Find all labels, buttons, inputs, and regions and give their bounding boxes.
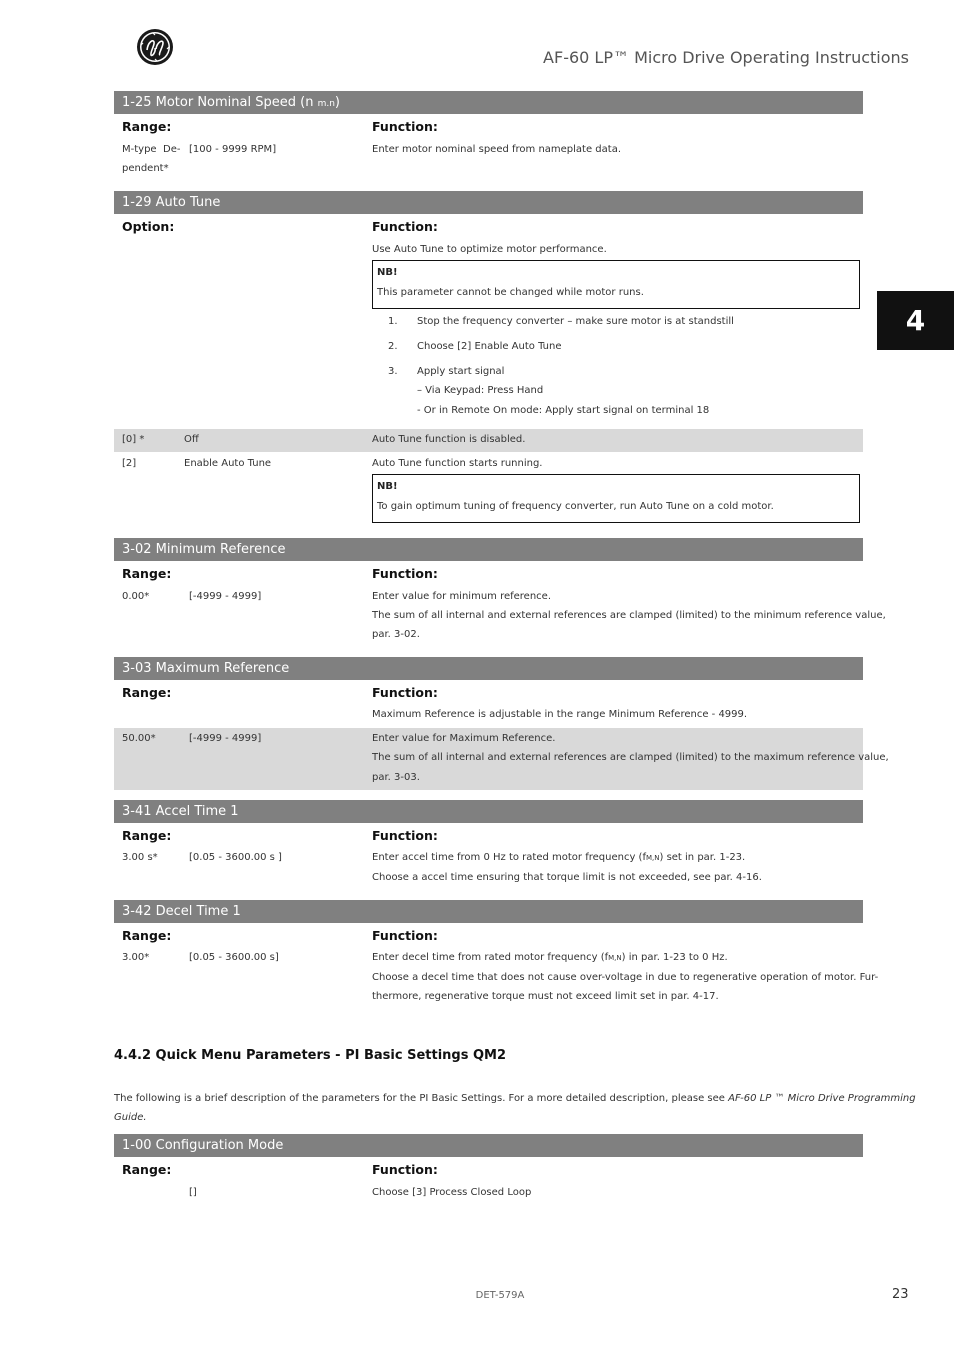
step-text: Apply start signal <box>417 366 505 377</box>
function-text: The sum of all internal and external references are clamped (limited) to the minimum reference value, <box>372 610 886 621</box>
function-label: Function: <box>372 685 438 700</box>
default-value: 3.00* <box>122 952 150 963</box>
range-label: Range: <box>122 828 172 843</box>
function-text: Enter value for Maximum Reference. <box>372 733 556 744</box>
option-name: Off <box>184 434 199 445</box>
param-header-3-03 <box>114 657 863 680</box>
note-body: This parameter cannot be changed while motor runs. <box>377 287 644 298</box>
default-value: De- <box>163 144 181 155</box>
default-value: 0.00* <box>122 591 150 602</box>
function-text-part: Enter decel time from rated motor frequency (f <box>372 952 609 963</box>
function-text <box>372 852 745 863</box>
option-code: [2] <box>122 458 137 469</box>
function-label: Function: <box>372 219 438 234</box>
function-text: Use Auto Tune to optimize motor performance. <box>372 244 607 255</box>
param-title-sub: m.n <box>317 99 335 109</box>
param-title: 3-42 Decel Time 1 <box>122 904 241 919</box>
param-title-end: ) <box>334 95 340 110</box>
step-number: 2. <box>388 341 398 352</box>
option-code: [0] * <box>122 434 145 445</box>
document-code: DET-579A <box>475 1290 525 1301</box>
function-label: Function: <box>372 119 438 134</box>
range-value: [100 - 9999 RPM] <box>189 144 277 155</box>
section-intro-line2: Guide. <box>114 1112 147 1123</box>
range-value: [] <box>189 1187 197 1198</box>
function-text: Maximum Reference is adjustable in the range Minimum Reference - 4999. <box>372 709 748 720</box>
function-text: Choose [3] Process Closed Loop <box>372 1187 532 1198</box>
param-title: 3-03 Maximum Reference <box>122 661 290 676</box>
range-value: [0.05 - 3600.00 s ] <box>189 852 282 863</box>
note-heading: NB! <box>377 267 398 278</box>
option-label: Option: <box>122 219 175 234</box>
range-value: [0.05 - 3600.00 s] <box>189 952 279 963</box>
range-label: Range: <box>122 1162 172 1177</box>
param-title: 1-25 Motor Nominal Speed (n <box>122 95 318 110</box>
function-text: Choose a accel time ensuring that torque limit is not exceeded, see par. 4-16. <box>372 872 762 883</box>
param-header-1-00 <box>114 1134 863 1157</box>
range-label: Range: <box>122 566 172 581</box>
param-title: 3-41 Accel Time 1 <box>122 804 239 819</box>
note-heading: NB! <box>377 481 398 492</box>
param-title: 1-29 Auto Tune <box>122 195 221 210</box>
step-number: 3. <box>388 366 398 377</box>
function-text-part: ) in par. 1-23 to 0 Hz. <box>621 952 728 963</box>
section-heading: 4.4.2 Quick Menu Parameters - PI Basic Settings QM2 <box>114 1048 507 1063</box>
section-intro-italic: AF-60 LP ™ Micro Drive Programming <box>728 1093 916 1104</box>
step-text: Choose [2] Enable Auto Tune <box>417 341 562 352</box>
param-header-1-25 <box>114 91 863 114</box>
step-text: Stop the frequency converter – make sure motor is at standstill <box>417 316 734 327</box>
option-description: Auto Tune function starts running. <box>372 458 543 469</box>
range-label: Range: <box>122 928 172 943</box>
note-box <box>372 260 860 309</box>
function-text-part: Enter accel time from 0 Hz to rated motor frequency (f <box>372 852 646 863</box>
param-header-3-41 <box>114 800 863 823</box>
function-text-part: ) set in par. 1-23. <box>659 852 746 863</box>
function-text: thermore, regenerative torque must not exceed limit set in par. 4-17. <box>372 991 719 1002</box>
function-label: Function: <box>372 566 438 581</box>
param-title: 1-00 Configuration Mode <box>122 1138 284 1153</box>
function-text-sub: M,N <box>608 954 622 962</box>
default-value: pendent* <box>122 163 169 174</box>
step-subtext: – Via Keypad: Press Hand <box>417 385 544 396</box>
note-box <box>372 474 860 523</box>
page-number: 23 <box>892 1287 909 1302</box>
function-text-sub: M,N <box>645 854 660 862</box>
document-title: AF-60 LP™ Micro Drive Operating Instructions <box>543 48 909 67</box>
note-body: To gain optimum tuning of frequency converter, run Auto Tune on a cold motor. <box>377 501 774 512</box>
range-label: Range: <box>122 119 172 134</box>
function-text: Enter motor nominal speed from nameplate data. <box>372 144 622 155</box>
param-title: 3-02 Minimum Reference <box>122 542 286 557</box>
function-text: The sum of all internal and external references are clamped (limited) to the maximum reference value, <box>372 752 889 763</box>
function-text: par. 3-03. <box>372 772 420 783</box>
default-value: 50.00* <box>122 733 156 744</box>
function-text: par. 3-02. <box>372 629 420 640</box>
option-description: Auto Tune function is disabled. <box>372 434 526 445</box>
section-intro <box>114 1093 916 1104</box>
function-label: Function: <box>372 828 438 843</box>
param-header-1-29 <box>114 191 863 214</box>
function-text <box>372 952 728 963</box>
default-value: M-type <box>122 144 157 155</box>
option-name: Enable Auto Tune <box>184 458 272 469</box>
section-intro-text: The following is a brief description of the parameters for the PI Basic Settings. For a more detailed description, please see <box>114 1093 729 1104</box>
range-value: [-4999 - 4999] <box>189 733 262 744</box>
step-number: 1. <box>388 316 398 327</box>
step-subtext: - Or in Remote On mode: Apply start signal on terminal 18 <box>417 405 710 416</box>
function-text: Choose a decel time that does not cause over-voltage in due to regenerative operation of motor. Fur- <box>372 972 879 983</box>
param-header-3-02 <box>114 538 863 561</box>
range-label: Range: <box>122 685 172 700</box>
function-label: Function: <box>372 1162 438 1177</box>
param-header-3-42 <box>114 900 863 923</box>
default-value: 3.00 s* <box>122 852 158 863</box>
chapter-tab: 4 <box>877 291 954 350</box>
ge-logo <box>136 28 174 66</box>
range-value: [-4999 - 4999] <box>189 591 262 602</box>
function-text: Enter value for minimum reference. <box>372 591 552 602</box>
function-label: Function: <box>372 928 438 943</box>
